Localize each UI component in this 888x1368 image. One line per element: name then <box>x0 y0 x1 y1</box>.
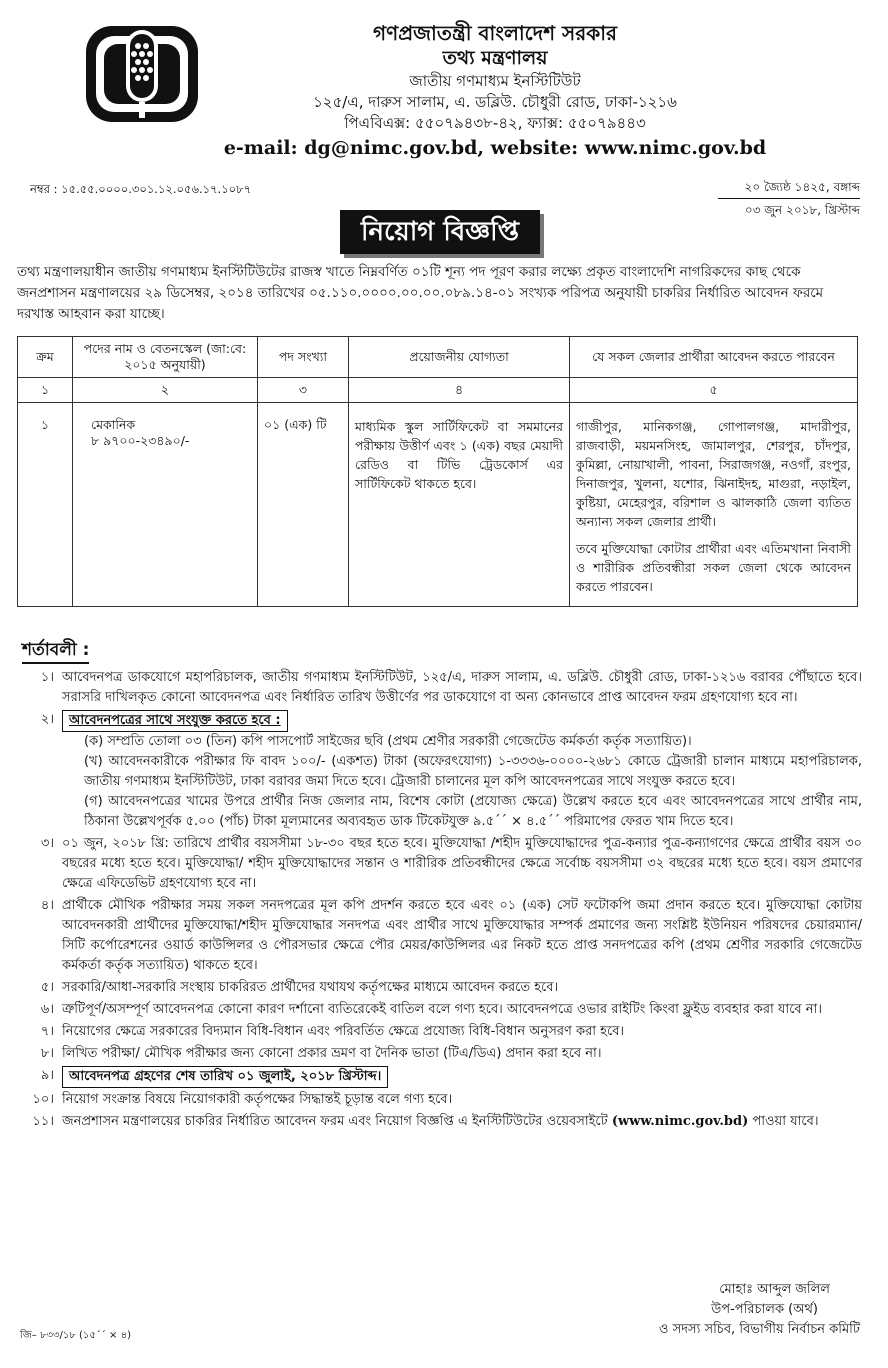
table-number-row <box>18 378 858 403</box>
term-text: লিখিত পরীক্ষা/ মৌখিক পরীক্ষার জন্য কোনো প্রকার ভ্রমণ বা দৈনিক ভাতা (টিএ/ডিএ) প্রদান করা হবে না। <box>62 1046 602 1061</box>
term-heading: আবেদনপত্রের সাথে সংযুক্ত করতে হবে : <box>62 710 288 732</box>
term-text-end: পাওয়া যাবে। <box>752 1114 819 1129</box>
email-website: e-mail: dg@nimc.gov.bd, website: www.nimc.gov.bd <box>223 137 767 159</box>
signature-block <box>659 1280 860 1340</box>
pay-scale: ৮ ৯৭০০-২৩৪৯০/- <box>91 433 190 448</box>
vacancy-table <box>17 336 858 607</box>
term-text: প্রার্থীকে মৌখিক পরীক্ষার সময় সকল সনদপত্রের মূল কপি প্রদর্শন করতে হবে এবং ০১ (এক) সেট ফটোকপি জমা প্রদান করতে হবে। মুক্তিযোদ্ধা কোটায় আবেদনকারী প্রার্থীদের মুক্তিযোদ্ধা/শহীদ মুক্তিযোদ্ধার সনদপত্র এবং প্রার্থীর সাথে মুক্তিযোদ্ধার সম্পর্ক প্রমাণের জন্য সংশ্লিষ্ট ইউনিয়ন পরিষদের চেয়ারম্যান/ সিটি কর্পোরেশনের ওয়ার্ড কাউন্সিলর ও পৌরসভার ক্ষেত্রে পৌর মেয়র/কাউন্সিলর এর নিকট হতে প্রাপ্ত সনদপত্রের কপি (প্রথম শ্রেণীর সরকারি গেজেটেড কর্মকর্তা কর্তৃক সত্যায়িত) থাকতে হবে। <box>62 898 862 973</box>
term-number: ২। <box>40 712 54 727</box>
table-header-row <box>18 337 858 378</box>
list-item <box>14 896 862 976</box>
terms-list <box>14 668 862 1134</box>
term-text: নিয়োগ সংক্রান্ত বিষয়ে নিয়োগকারী কর্তৃপক্ষের সিদ্ধান্তই চূড়ান্ত বলে গণ্য হবে। <box>62 1092 453 1107</box>
header-serial: ক্রম <box>18 337 73 378</box>
term-text: জনপ্রশাসন মন্ত্রণালয়ের চাকরির নির্ধারিত আবেদন ফরম এবং নিয়োগ বিজ্ঞপ্তি এ ইনস্টিটিউটের ওয়েবসাইটে <box>62 1114 608 1129</box>
col-number: ৫ <box>570 378 858 403</box>
term-number: ৭। <box>40 1024 54 1039</box>
date-english: ০৩ জুন ২০১৮, খ্রিস্টাব্দ <box>744 203 860 217</box>
date-bangla: ২০ জ্যৈষ্ঠ ১৪২৫, বঙ্গাব্দ <box>744 180 860 194</box>
row-qualification: মাধ্যমিক স্কুল সার্টিফিকেট বা সমমানের পরীক্ষায় উত্তীর্ণ এবং ১ (এক) বছর মেয়াদী রেডিও বা টিভি ট্রেডকোর্স এর সার্টিফিকেট থাকতে হবে। <box>349 403 570 607</box>
list-item <box>14 1112 862 1132</box>
col-number: ৪ <box>349 378 570 403</box>
list-item <box>14 834 862 894</box>
districts-note: তবে মুক্তিযোদ্ধা কোটার প্রার্থীরা এবং এতিমখানা নিবাসী ও শারীরিক প্রতিবন্ধীরা সকল জেলা থেকে আবেদন করতে পারবেন। <box>576 541 851 594</box>
post-name: মেকানিক <box>91 417 136 432</box>
terms-heading: শর্তাবলী : <box>22 640 89 664</box>
signatory-designation: উপ-পরিচালক (অর্থ) <box>711 1302 818 1317</box>
row-serial: ১ <box>18 403 73 607</box>
list-item <box>14 1090 862 1110</box>
list-item <box>14 668 862 708</box>
website-link[interactable]: (www.nimc.gov.bd) <box>611 1114 749 1129</box>
header-count: পদ সংখ্যা <box>258 337 349 378</box>
institute-name: জাতীয় গণমাধ্যম ইনস্টিটিউট <box>409 72 581 90</box>
list-item <box>14 1044 862 1064</box>
date-divider <box>718 198 860 199</box>
row-count: ০১ (এক) টি <box>258 403 349 607</box>
term-number: ৯। <box>40 1068 54 1083</box>
list-item <box>14 1066 862 1088</box>
letterhead <box>215 20 775 162</box>
term-sub-c: (গ) আবেদনপত্রের খামের উপরে প্রার্থীর নিজ জেলার নাম, বিশেষ কোটা (প্রযোজ্য ক্ষেত্রে) উল্লেখ করতে হবে এবং আবেদনপত্রের সাথে প্রার্থীর নাম, ঠিকানা উল্লেখপূর্বক ৫.০০ (পাঁচ) টাকা মূল্যমানের অব্যবহৃত ডাক টিকেটযুক্ত ৯.৫´´ × ৪.৫´´ পরিমাপের ফেরত খাম দিতে হবে। <box>84 794 862 829</box>
notice-title: নিয়োগ বিজ্ঞপ্তি <box>340 210 540 254</box>
term-number: ৮। <box>40 1046 54 1061</box>
col-number: ২ <box>73 378 258 403</box>
col-number: ১ <box>18 378 73 403</box>
col-number: ৩ <box>258 378 349 403</box>
list-item <box>14 710 862 832</box>
eligible-districts: গাজীপুর, মানিকগঞ্জ, গোপালগঞ্জ, মাদারীপুর, রাজবাড়ী, ময়মনসিংহ, জামালপুর, শেরপুর, চাঁদপুর, কুমিল্লা, নোয়াখালী, পাবনা, সিরাজগঞ্জ, নওগাঁ, রংপুর, দিনাজপুর, খুলনা, যশোর, ঝিনাইদহ, মাগুরা, নড়াইল, কুষ্টিয়া, মেহেরপুর, বরিশাল ও ঝালকাঠি জেলা ব্যতিত অন্যান্য সকল জেলার প্রার্থী। <box>576 419 851 529</box>
term-number: ১১। <box>32 1114 54 1129</box>
memo-number: নম্বর : ১৫.৫৫.০০০০.৩০১.১২.০৫৬.১৭.১০৮৭ <box>30 182 252 196</box>
intro-paragraph: তথ্য মন্ত্রণালয়াধীন জাতীয় গণমাধ্যম ইনস্টিটিউটের রাজস্ব খাতে নিম্নবর্ণিত ০১টি শূন্য পদ পূরণ করার লক্ষ্যে প্রকৃত বাংলাদেশি নাগরিকদের কাছ থেকে জনপ্রশাসন মন্ত্রণালয়ের ২৯ ডিসেম্বর, ২০১৪ তারিখের ০৫.১১০.০০০০.০০.০০.০৮৯.১৪-০১ সংখ্যক পরিপত্র অনুযায়ী চাকরির নির্ধারিত আবেদন ফরমে দরখাস্ত আহবান করা যাচ্ছে। <box>17 264 824 322</box>
header-qualification: প্রয়োজনীয় যোগ্যতা <box>349 337 570 378</box>
list-item <box>14 1022 862 1042</box>
term-text: ত্রুটিপূর্ণ/অসম্পূর্ণ আবেদনপত্র কোনো কারণ দর্শানো ব্যতিরেকেই বাতিল বলে গণ্য হবে। আবেদনপত্রে ওভার রাইটিং কিংবা ফ্লুইড ব্যবহার করা যাবে না। <box>62 1002 822 1017</box>
deadline-text: আবেদনপত্র গ্রহণের শেষ তারিখ ০১ জুলাই, ২০১৮ খ্রিস্টাব্দ। <box>62 1066 388 1088</box>
list-item <box>14 978 862 998</box>
term-text: আবেদনপত্র ডাকযোগে মহাপরিচালক, জাতীয় গণমাধ্যম ইনস্টিটিউট, ১২৫/এ, দারুস সালাম, এ. ডব্লিউ. চৌধুরী রোড, ঢাকা-১২১৬ বরাবর পৌঁছাতে হবে। সরাসরি দাখিলকৃত কোনো আবেদনপত্র এবং নির্ধারিত তারিখ উত্তীর্ণের পর ডাকযোগে বা অন্য কোনভাবে প্রাপ্ত আবেদন ফরম গ্রহণযোগ্য হবে না। <box>62 670 862 705</box>
term-sub-b: (খ) আবেদনকারীকে পরীক্ষার ফি বাবদ ১০০/- (একশত) টাকা (অফেরৎযোগ্য) ১-৩৩৩৬-০০০০-২৬৮১ কোডে ট্রেজারী চালান মাধ্যমে মহাপরিচালক, জাতীয় গণমাধ্যম ইনস্টিটিউট, ঢাকা বরাবর জমা দিতে হবে। ট্রেজারী চালানের মূল কপি আবেদনপত্রের সাথে সংযুক্ত করতে হবে। <box>84 754 862 789</box>
term-number: ১। <box>40 670 54 685</box>
term-text: সরকারি/আধা-সরকারি সংস্থায় চাকরিরত প্রার্থীদের যথাযথ কর্তৃপক্ষের মাধ্যমে আবেদন করতে হবে। <box>62 980 559 995</box>
row-districts <box>570 403 858 607</box>
term-text: ০১ জুন, ২০১৮ খ্রি: তারিখে প্রার্থীর বয়সসীমা ১৮-৩০ বছর হতে হবে। মুক্তিযোদ্ধা /শহীদ মুক্তিযোদ্ধাদের পুত্র-কন্যার পুত্র-কন্যাগণের ক্ষেত্রে প্রার্থীর বয়স ৩০ বছরের মধ্যে হতে হবে। মুক্তিযোদ্ধা/ শহীদ মুক্তিযোদ্ধাদের সন্তান ও শারীরিক প্রতিবন্ধীদের ক্ষেত্রে সর্বোচ্চ বয়সসীমা ৩২ বছরের মধ্যে হতে হবে। বয়স প্রমাণের ক্ষেত্রে এফিডেভিট গ্রহণযোগ্য হবে না। <box>62 836 862 891</box>
term-number: ৩। <box>40 836 54 851</box>
ministry-name: তথ্য মন্ত্রণালয় <box>442 47 548 69</box>
term-sub-a: (ক) সম্প্রতি তোলা ০৩ (তিন) কপি পাসপোর্ট সাইজের ছবি (প্রথম শ্রেণীর সরকারী গেজেটেড কর্মকর্তা কর্তৃক সত্যায়িত)। <box>84 734 692 749</box>
term-number: ৫। <box>40 980 54 995</box>
header-districts: যে সকল জেলার প্রার্থীরা আবেদন করতে পারবেন <box>570 337 858 378</box>
header-post: পদের নাম ও বেতনস্কেল (জা:বে: ২০১৫ অনুযায়ী) <box>73 337 258 378</box>
term-number: ১০। <box>32 1092 54 1107</box>
signatory-name: মোহাঃ আব্দুল জলিল <box>719 1282 830 1297</box>
term-text: নিয়োগের ক্ষেত্রে সরকারের বিদ্যমান বিধি-বিধান এবং পরিবর্তিত ক্ষেত্রে প্রযোজ্য বিধি-বিধান অনুসরণ করা হবে। <box>62 1024 625 1039</box>
govt-name: গণপ্রজাতন্ত্রী বাংলাদেশ সরকার <box>373 21 617 45</box>
row-post <box>73 403 258 607</box>
table-row <box>18 403 858 607</box>
address: ১২৫/এ, দারুস সালাম, এ. ডব্লিউ. চৌধুরী রোড, ঢাকা-১২১৬ <box>313 93 677 111</box>
phone-fax: পিএবিএক্স: ৫৫০৭৯৪৩৮-৪২, ফ্যাক্স: ৫৫০৭৯৪৪৩ <box>344 114 646 132</box>
signatory-role: ও সদস্য সচিব, বিভাগীয় নির্বাচন কমিটি <box>658 1322 860 1337</box>
term-number: ৪। <box>40 898 54 913</box>
term-number: ৬। <box>40 1002 54 1017</box>
list-item <box>14 1000 862 1020</box>
print-code: জি– ৮৩৩/১৮ (১৫´´ × ৪) <box>20 1330 132 1341</box>
nimc-logo-icon <box>82 22 202 126</box>
